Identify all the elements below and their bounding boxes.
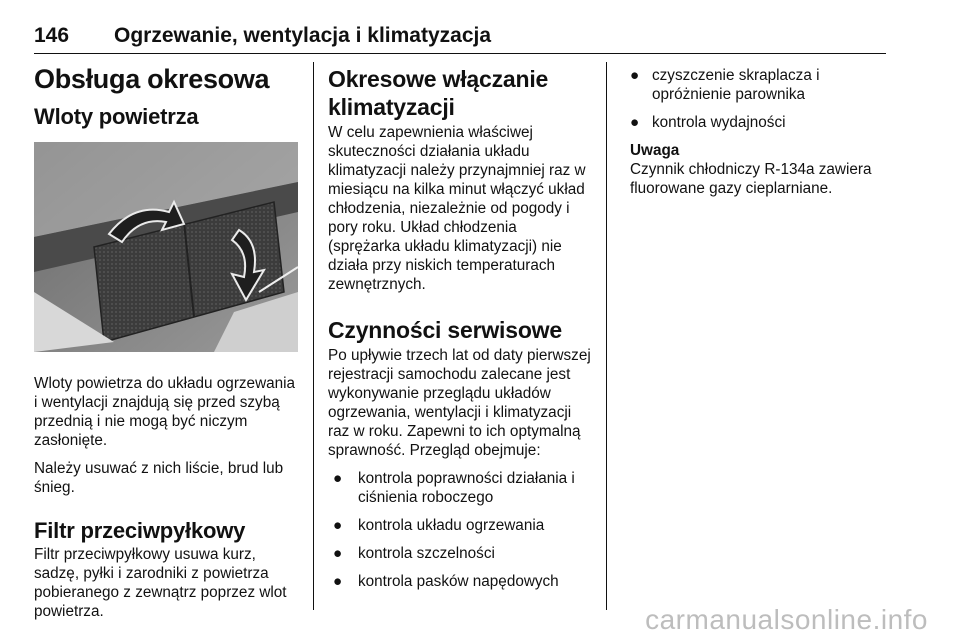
bullet-icon: ●	[630, 67, 640, 84]
list-item: ● kontrola pasków napędowych	[333, 573, 559, 590]
service-paragraph: Po upływie trzech lat od daty pierwszej rejestracji samochodu zalecane jest wykonywanie przeglądu układów ogrzewania, wentylacji i klimatyzacji raz w roku. Zapewni to ich optymalną sprawność. Przegląd obejmuje:	[328, 347, 591, 459]
column-divider	[313, 62, 314, 610]
bullet-icon: ●	[630, 114, 640, 131]
note-title: Uwaga	[630, 142, 680, 159]
subsection-title-pollen-filter: Filtr przeciwpyłkowy	[34, 518, 246, 543]
bullet-icon: ●	[333, 470, 343, 487]
pollen-filter-paragraph: Filtr przeciwpyłkowy usuwa kurz, sadzę, pyłki i zarodniki z powietrza pobieranego z zewnątrz poprzez wlot powietrza.	[34, 546, 287, 620]
column-left	[34, 62, 298, 621]
section-title: Obsługa okresowa	[34, 64, 270, 94]
list-item: ● kontrola układu ogrzewania	[333, 517, 545, 534]
note-box	[630, 141, 890, 198]
service-checklist-continued	[630, 66, 890, 132]
running-title: Ogrzewanie, wentylacja i klimatyzacja	[114, 24, 492, 47]
column-divider	[606, 62, 607, 610]
service-title: Czynności serwisowe	[328, 317, 562, 343]
watermark: carmanualsonline.info	[645, 604, 928, 635]
bullet-icon: ●	[333, 517, 343, 534]
air-intake-paragraph: Wloty powietrza do układu ogrzewania i wentylacji znajdują się przed szybą przednią i nie mogą być niczym zasłonięte.	[34, 375, 296, 449]
bullet-icon: ●	[333, 573, 343, 590]
page-header	[34, 23, 886, 54]
list-item: ● kontrola wydajności	[630, 114, 786, 131]
list-item: ● czyszczenie skraplacza i opróżnienie parownika	[630, 67, 820, 103]
note-text: Czynnik chłodniczy R-134a zawiera fluorowane gazy cieplarniane.	[630, 161, 872, 197]
bullet-icon: ●	[333, 545, 343, 562]
air-intake-figure	[34, 142, 298, 352]
list-item: ● kontrola poprawności działania i ciśnienia roboczego	[333, 470, 575, 506]
column-right	[630, 62, 890, 198]
service-checklist	[328, 469, 592, 591]
periodic-ac-paragraph: W celu zapewnienia właściwej skuteczności działania układu klimatyzacji należy przynajmniej raz w miesiącu na kilka minut włączyć układ chłodzenia, niezależnie od pogody i pory roku. Układ chłodzenia (sprężarka układu klimatyzacji) nie działa przy niskich temperaturach zewnętrznych.	[328, 124, 586, 293]
page-number: 146	[34, 24, 70, 47]
list-item: ● kontrola szczelności	[333, 545, 495, 562]
periodic-ac-title: Okresowe włączanie klimatyzacji	[328, 66, 549, 120]
subsection-title-air-intakes: Wloty powietrza	[34, 104, 199, 129]
column-middle	[328, 62, 592, 591]
air-intake-cleaning-paragraph: Należy usuwać z nich liście, brud lub śnieg.	[34, 460, 284, 496]
